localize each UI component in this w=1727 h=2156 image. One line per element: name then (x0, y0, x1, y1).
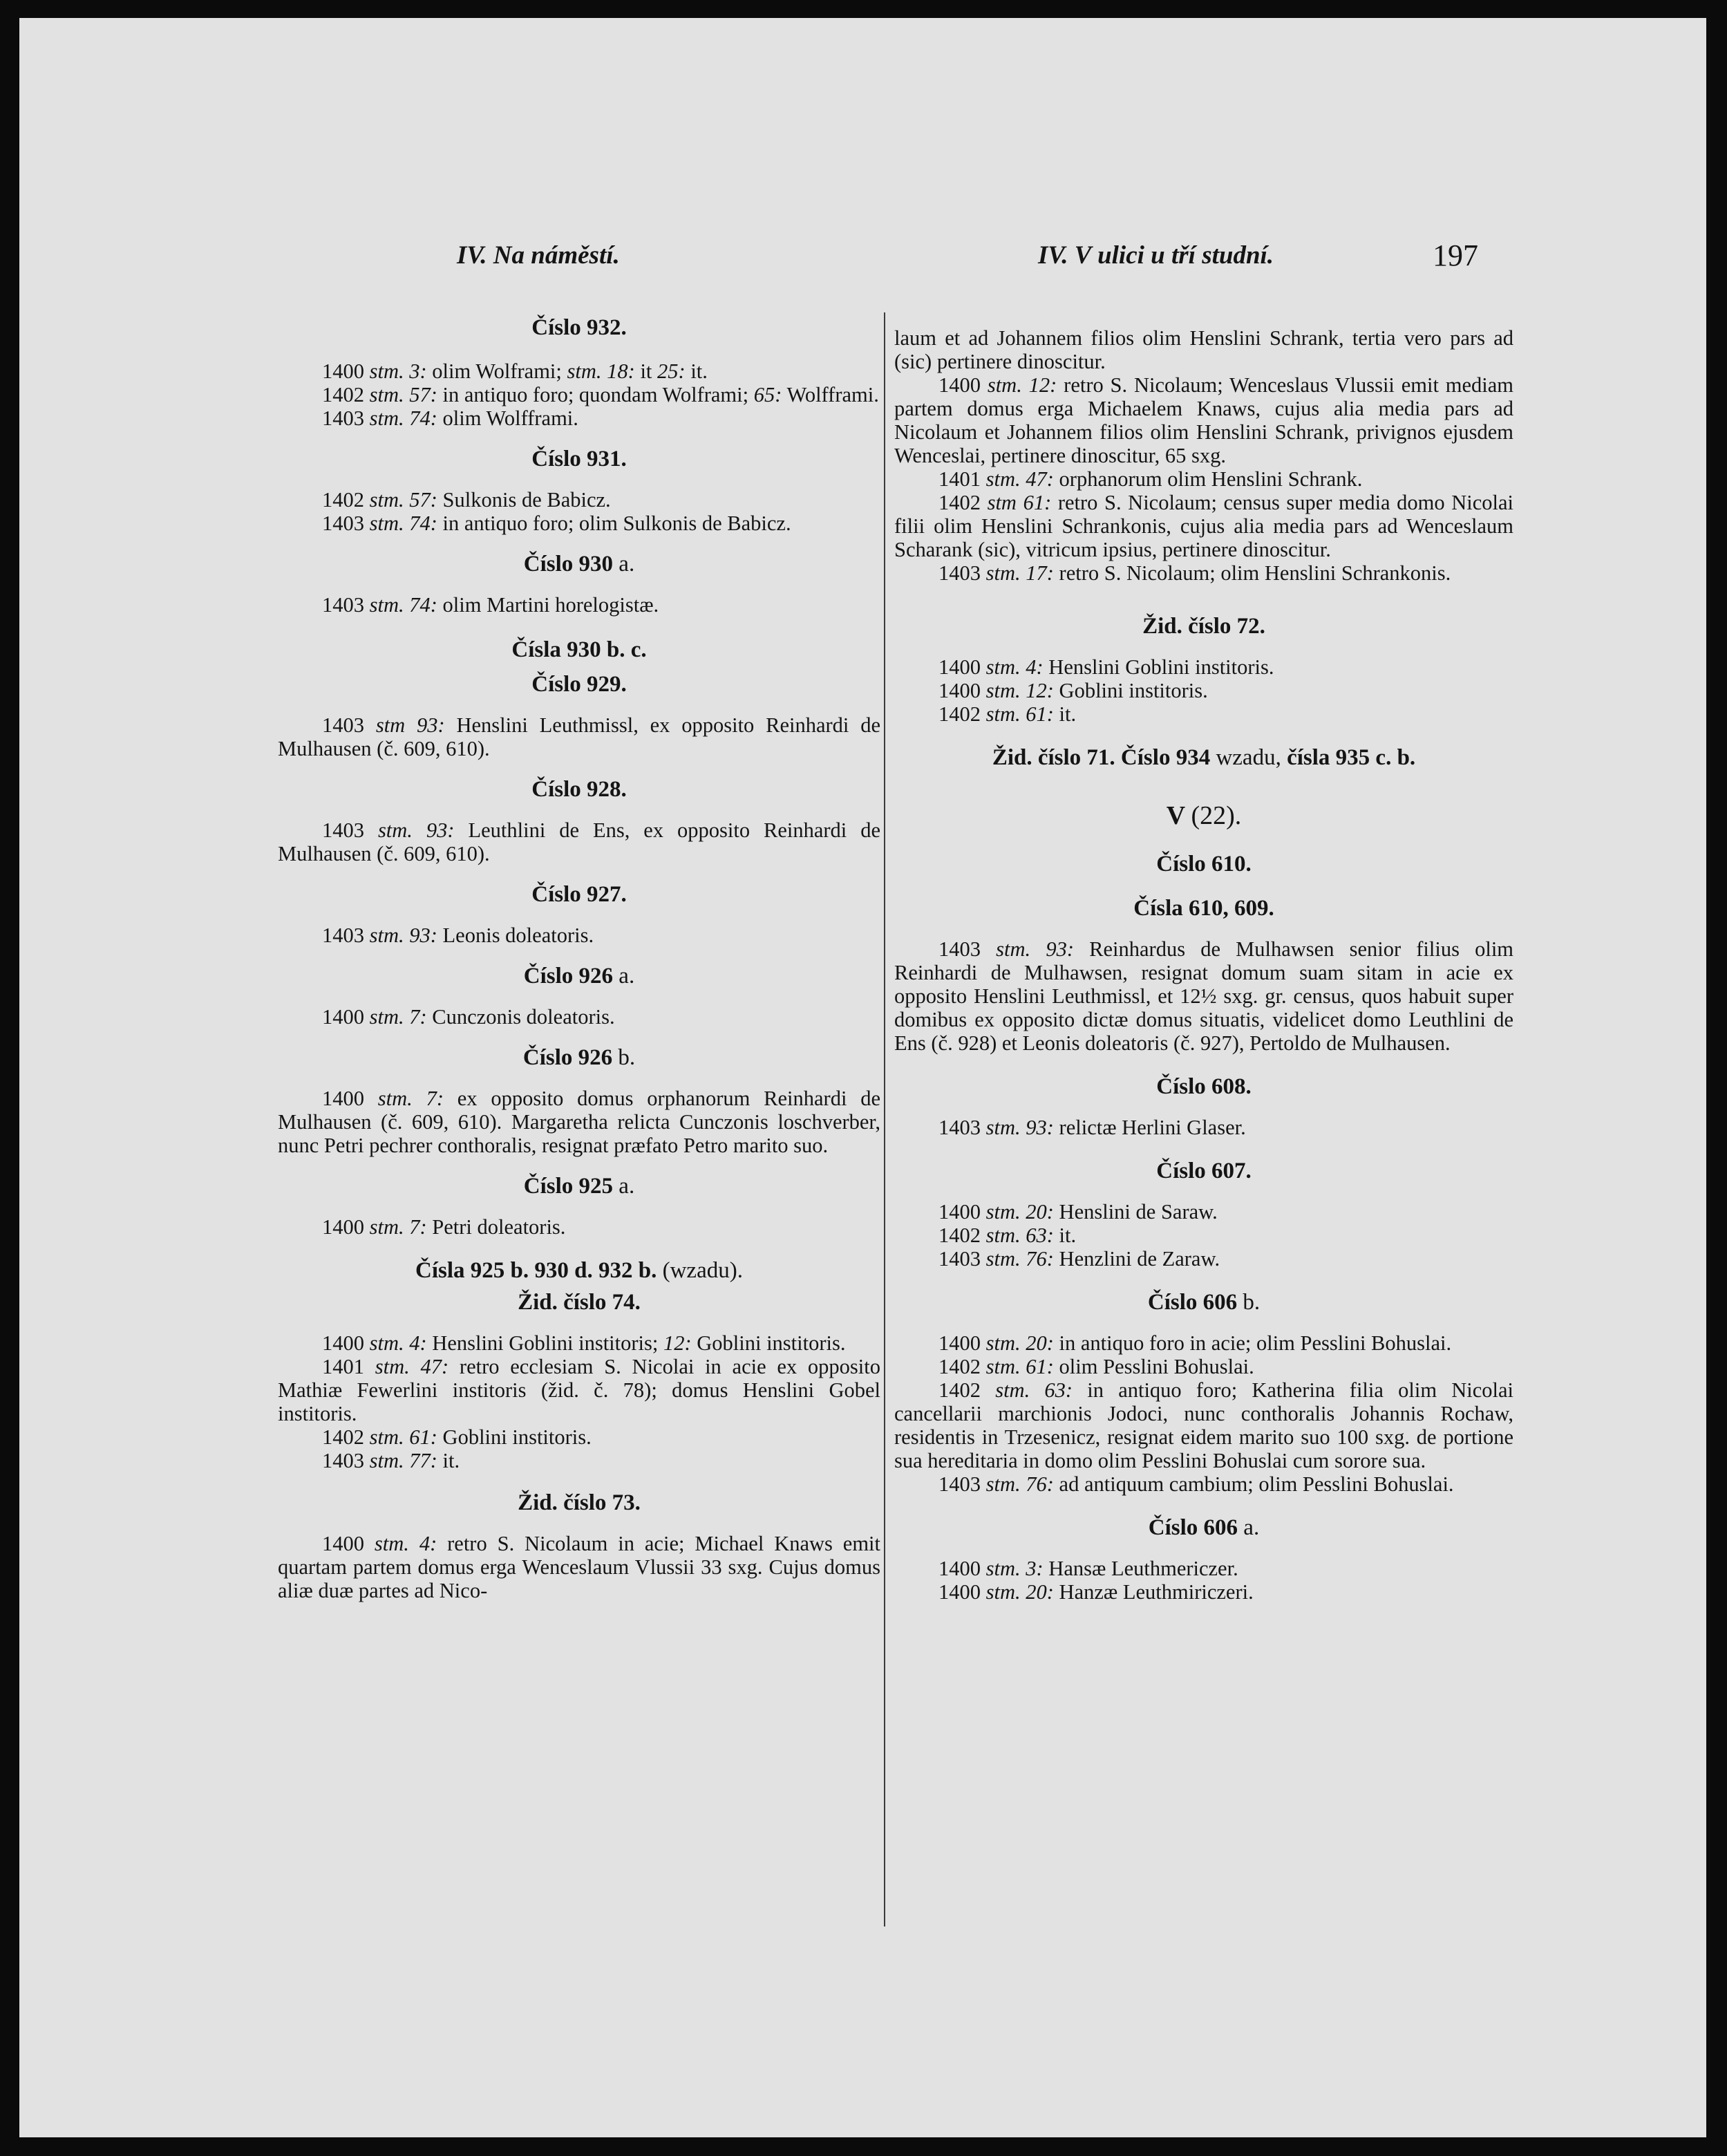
record-entry: 1402 stm. 63: in antiquo foro; Katherina filia olim Nicolai cancellarii marchionis Jodoci, nunc conthoralis Johannis Rochaw, residentis in Trzesenicz, resignat eidem marito suo 100 sxg. de portione sua hereditaria in domo olim Pesslini Bohuslai cum sorore sua. (894, 1378, 1514, 1472)
record-entry: 1401 stm. 47: orphanorum olim Henslini Schrank. (938, 467, 1363, 491)
chapter-heading: V (22). (1166, 801, 1242, 830)
section-heading: Číslo 929. (531, 672, 627, 697)
record-entry: 1400 stm. 4: Henslini Goblini institoris; 12: Goblini institoris. (322, 1331, 846, 1355)
record-entry: 1402 stm. 63: it. (938, 1224, 1077, 1247)
section-heading: Žid. číslo 72. (1142, 614, 1265, 639)
section-heading: Číslo 926 b. (522, 1045, 636, 1070)
record-entry: 1400 stm. 12: Goblini institoris. (938, 679, 1208, 702)
record-entry: 1400 stm. 20: in antiquo foro in acie; olim Pesslini Bohuslai. (938, 1331, 1452, 1355)
record-entry: 1403 stm. 93: Leonis doleatoris. (322, 924, 594, 947)
record-entry: 1400 stm. 3: Hansæ Leuthmericzer. (938, 1557, 1238, 1580)
record-entry: 1403 stm. 93: relictæ Herlini Glaser. (938, 1116, 1246, 1139)
page-number: 197 (1433, 238, 1478, 272)
section-heading: Číslo 927. (531, 882, 627, 907)
record-entry-continuation: laum et ad Johannem filios olim Henslini Schrank, tertia vero pars ad (sic) pertinere dinoscitur. (894, 326, 1513, 373)
section-heading: Žid. číslo 73. (518, 1490, 641, 1515)
record-entry: 1400 stm. 4: retro S. Nicolaum in acie; Michael Knaws emit quartam partem domus erga Wenceslaum Vlussii 33 sxg. Cujus domus aliæ duæ partes ad Nico- (278, 1532, 881, 1602)
section-heading: Číslo 606 b. (1147, 1290, 1261, 1315)
record-entry: 1400 stm. 20: Hanzæ Leuthmiriczeri. (938, 1580, 1254, 1604)
section-heading: Číslo 930 a. (523, 552, 635, 577)
section-heading: Číslo 610. (1156, 852, 1252, 877)
record-entry: 1401 stm. 47: retro ecclesiam S. Nicolai in acie ex opposito Mathiæ Fewerlini institoris (žid. č. 78); domus Henslini Gobel institoris. (278, 1355, 880, 1425)
running-head-left: IV. Na náměstí. (457, 241, 620, 270)
section-heading: Číslo 928. (531, 777, 627, 802)
section-heading: Čísla 930 b. c. (511, 637, 647, 662)
section-heading: Číslo 932. (531, 315, 627, 340)
section-heading: Číslo 925 a. (523, 1174, 635, 1199)
right-column (894, 308, 1513, 1604)
section-heading: Číslo 607. (1156, 1159, 1252, 1183)
record-entry: 1402 stm. 61: it. (938, 702, 1077, 726)
record-entry: 1403 stm. 93: Reinhardus de Mulhawsen senior filius olim Reinhardi de Mulhawsen, resignat domum suam sitam in acie ex opposito Henslini Leuthmissl, et 12½ sxg. gr. census, quos habuit super domibus ex opposito dictæ domus situatis, videlicet domo Leuthlini de Ens (č. 928) et Leonis doleatoris (č. 927), Pertoldo de Mulhausen. (894, 937, 1514, 1055)
section-heading: Žid. číslo 74. (518, 1290, 641, 1315)
section-heading: Číslo 931. (531, 447, 627, 471)
record-entry: 1400 stm. 4: Henslini Goblini institoris. (938, 655, 1274, 679)
record-entry: 1402 stm 61: retro S. Nicolaum; census super media domo Nicolai filii olim Henslini Schrankonis, cujus alia media pars ad Wenceslaum Scharank (sic), vitricum ipsius, pertinere dinoscitur. (894, 491, 1514, 561)
record-entry: 1403 stm. 74: in antiquo foro; olim Sulkonis de Babicz. (322, 512, 791, 535)
record-entry: 1400 stm. 7: Cunczonis doleatoris. (322, 1005, 615, 1029)
record-entry: 1403 stm. 77: it. (322, 1449, 460, 1472)
record-entry: 1403 stm. 76: Henzlini de Zaraw. (938, 1247, 1220, 1271)
record-entry: 1402 stm. 57: Sulkonis de Babicz. (322, 488, 611, 512)
record-entry: 1403 stm. 93: Leuthlini de Ens, ex opposito Reinhardi de Mulhausen (č. 609, 610). (278, 818, 880, 865)
column-divider (884, 312, 885, 1927)
section-heading: Čísla 925 b. 930 d. 932 b. (wzadu). (415, 1258, 743, 1283)
record-entry: 1403 stm. 74: olim Martini horelogistæ. (322, 593, 659, 617)
record-entry: 1400 stm. 3: olim Wolframi; stm. 18: it 25: it. (322, 359, 708, 383)
running-head-right: IV. V ulici u tří studní. (1038, 241, 1274, 270)
section-heading: Čísla 610, 609. (1133, 896, 1274, 921)
record-entry: 1403 stm. 74: olim Wolfframi. (322, 406, 578, 430)
section-heading: Číslo 608. (1156, 1074, 1252, 1099)
section-heading: Žid. číslo 71. Číslo 934 wzadu, čísla 935 c. b. (992, 745, 1416, 770)
section-heading: Číslo 606 a. (1148, 1515, 1260, 1540)
record-entry: 1402 stm. 61: Goblini institoris. (322, 1425, 592, 1449)
record-entry: 1403 stm. 17: retro S. Nicolaum; olim Henslini Schrankonis. (938, 561, 1451, 585)
record-entry: 1400 stm. 20: Henslini de Saraw. (938, 1200, 1218, 1224)
record-entry: 1403 stm. 76: ad antiquum cambium; olim Pesslini Bohuslai. (938, 1472, 1454, 1496)
section-heading: Číslo 926 a. (523, 964, 635, 988)
record-entry: 1402 stm. 57: in antiquo foro; quondam Wolframi; 65: Wolfframi. (322, 383, 879, 406)
left-column (278, 308, 880, 1602)
book-page (19, 18, 1706, 2137)
record-entry: 1400 stm. 7: Petri doleatoris. (322, 1215, 566, 1239)
record-entry: 1400 stm. 7: ex opposito domus orphanorum Reinhardi de Mulhausen (č. 609, 610). Margaretha relicta Cunczonis loschverber, nunc Petri pechrer conthoralis, resignat præfato Petro marito suo. (278, 1087, 880, 1157)
record-entry: 1400 stm. 12: retro S. Nicolaum; Wenceslaus Vlussii emit mediam partem domus erga Michaelem Knaws, cujus alia media pars ad Nicolaum et Johannem filios olim Henslini Schrank, privignos ejusdem Wenceslai, pertinere dinoscitur, 65 sxg. (894, 373, 1514, 467)
record-entry: 1402 stm. 61: olim Pesslini Bohuslai. (938, 1355, 1254, 1378)
record-entry: 1403 stm 93: Henslini Leuthmissl, ex opposito Reinhardi de Mulhausen (č. 609, 610). (278, 713, 880, 760)
